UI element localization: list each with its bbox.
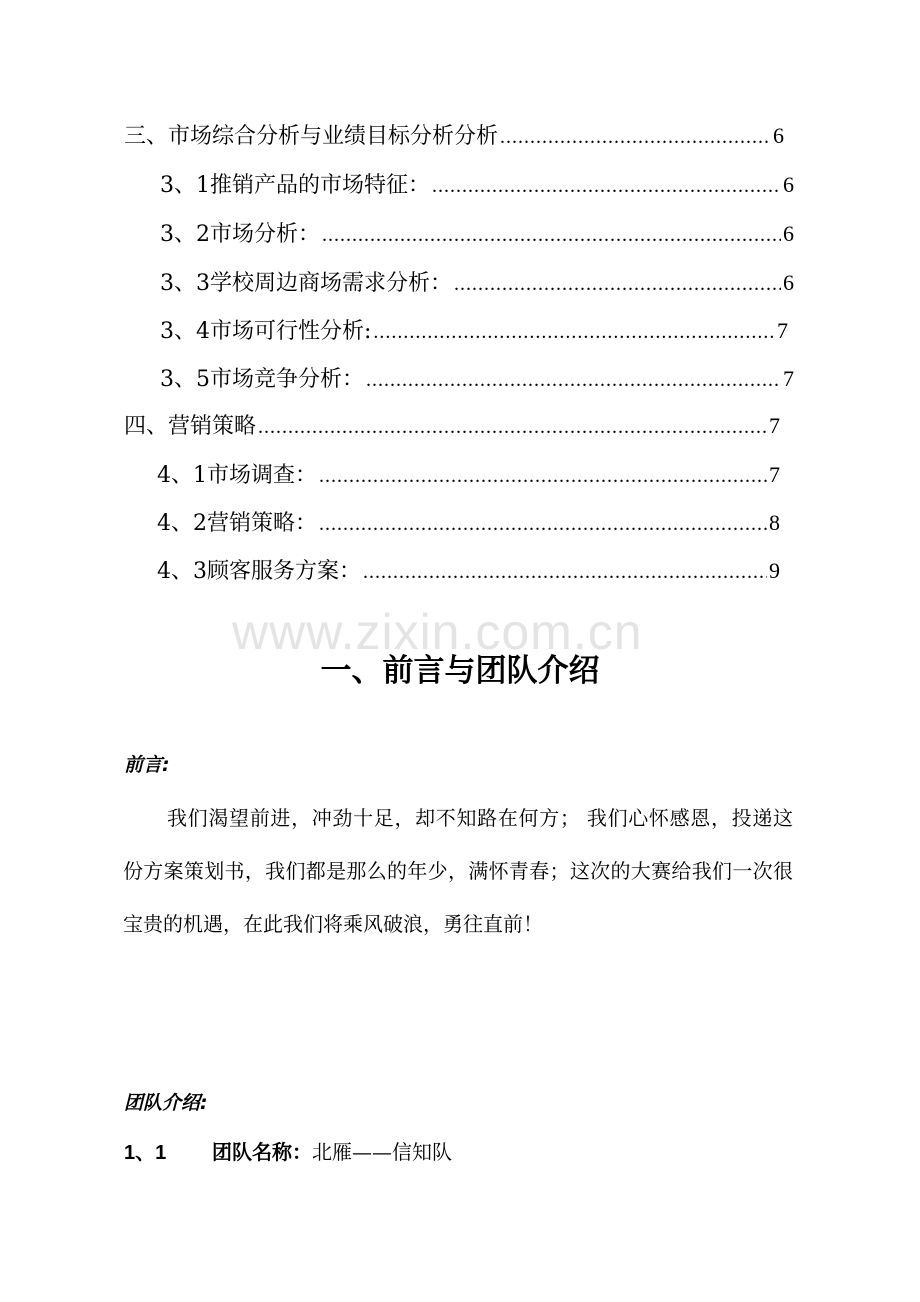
preface-label: 前言:	[124, 754, 170, 776]
toc-entry-title: 市场分析：	[210, 222, 321, 247]
toc-entry-number: 3、3	[160, 271, 210, 296]
toc-dot-leader	[432, 169, 781, 203]
toc-entry-3-1[interactable]	[160, 168, 794, 202]
toc-entry-number: 4、3	[157, 559, 207, 584]
toc-entry-3-5[interactable]	[160, 362, 794, 396]
team-name-value: 北雁——信知队	[312, 1140, 452, 1164]
toc-entry-title: 市场调查：	[207, 463, 318, 488]
toc-entry-section-3[interactable]	[124, 119, 784, 153]
preface-paragraph: 我们渴望前进，冲劲十足，却不知路在何方； 我们心怀感恩，投递这份方案策划书，我们都是那么的年少，满怀青春；这次的大赛给我们一次很宝贵的机遇，在此我们将乘风破浪，勇往直前！	[123, 806, 793, 936]
section-heading: 一、前言与团队介绍	[320, 653, 600, 689]
toc-page-number: 8	[769, 510, 780, 535]
toc-entry-title: 顾客服务方案：	[207, 559, 362, 584]
toc-dot-leader	[258, 410, 767, 444]
toc-dot-leader	[373, 315, 775, 349]
team-name-line	[124, 1136, 452, 1165]
toc-entry-title: 市场竞争分析：	[210, 367, 365, 392]
toc-page-number: 7	[769, 413, 780, 438]
toc-entry-3-3[interactable]	[160, 266, 794, 300]
toc-entry-3-2[interactable]	[160, 217, 794, 251]
toc-entry-4-1[interactable]	[157, 458, 780, 492]
team-intro-label: 团队介绍:	[124, 1092, 208, 1114]
toc-entry-number: 3、1	[160, 173, 210, 198]
toc-entry-title: 三、市场综合分析与业绩目标分析分析	[124, 124, 499, 149]
toc-page-number: 7	[777, 318, 788, 343]
toc-page-number: 6	[783, 270, 794, 295]
toc-entry-title: 学校周边商场需求分析：	[210, 271, 453, 296]
team-item-number: 1、1	[124, 1142, 167, 1164]
toc-page-number: 9	[769, 558, 780, 583]
toc-entry-3-4[interactable]	[160, 314, 788, 348]
toc-entry-title: 营销策略：	[207, 511, 318, 536]
toc-entry-number: 4、1	[157, 463, 207, 488]
toc-entry-section-4[interactable]	[124, 409, 780, 443]
toc-page-number: 7	[783, 366, 794, 391]
toc-entry-number: 4、2	[157, 511, 207, 536]
toc-dot-leader	[322, 218, 781, 252]
toc-entry-number: 3、5	[160, 367, 210, 392]
toc-dot-leader	[500, 120, 771, 154]
toc-dot-leader	[319, 459, 767, 493]
toc-entry-title: 推销产品的市场特征：	[210, 173, 431, 198]
team-name-label: 团队名称：	[212, 1140, 312, 1164]
watermark-text: www.zixin.com.cn	[232, 604, 643, 660]
toc-page-number: 6	[783, 172, 794, 197]
toc-page-number: 6	[783, 221, 794, 246]
toc-page-number: 6	[773, 123, 784, 148]
toc-entry-4-3[interactable]	[157, 554, 780, 588]
toc-dot-leader	[454, 267, 781, 301]
toc-entry-title: 市场可行性分析:	[210, 319, 372, 344]
toc-dot-leader	[319, 507, 767, 541]
toc-entry-4-2[interactable]	[157, 506, 780, 540]
toc-entry-number: 3、2	[160, 222, 210, 247]
toc-page-number: 7	[769, 462, 780, 487]
toc-dot-leader	[363, 555, 767, 589]
toc-dot-leader	[366, 363, 781, 397]
toc-entry-title: 四、营销策略	[124, 414, 257, 439]
toc-entry-number: 3、4	[160, 319, 210, 344]
